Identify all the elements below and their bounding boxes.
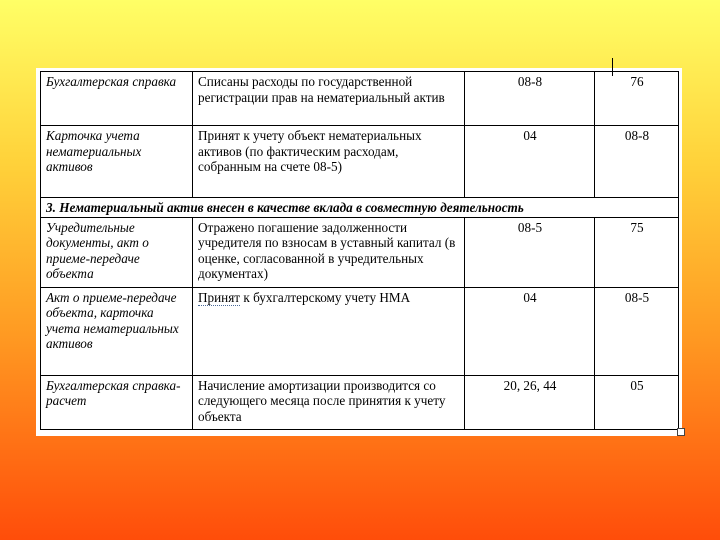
credit-cell: 08-8 xyxy=(595,126,679,198)
operation-cell xyxy=(193,287,465,375)
credit-cell: 76 xyxy=(595,72,679,126)
operation-text: к бухгалтерскому учету НМА xyxy=(240,289,411,305)
operation-cell: Списаны расходы по государственной регистрации прав на нематериальный актив xyxy=(193,72,465,126)
accounting-entries-table xyxy=(40,71,679,430)
document-cell: Карточка учета нематериальных активов xyxy=(41,126,193,198)
operation-cell: Принят к учету объект нематериальных активов (по фактическим расходам, собранным на счете 08-5) xyxy=(193,126,465,198)
credit-cell: 75 xyxy=(595,217,679,287)
operation-cell: Начисление амортизации производится со следующего месяца после принятия к учету объекта xyxy=(193,375,465,429)
document-panel xyxy=(36,68,682,436)
operation-cell: Отражено погашение задолженности учредителя по взносам в уставный капитал (в оценке, согласованной в учредительных документах) xyxy=(193,217,465,287)
debit-cell: 08-5 xyxy=(465,217,595,287)
table-row xyxy=(41,72,679,126)
debit-cell: 08-8 xyxy=(465,72,595,126)
credit-cell: 05 xyxy=(595,375,679,429)
credit-cell: 08-5 xyxy=(595,287,679,375)
spellcheck-word[interactable]: Принят xyxy=(198,289,241,305)
text-cursor xyxy=(612,58,613,76)
section-title: 3. Нематериальный актив внесен в качестве вклада в совместную деятельность xyxy=(41,198,679,218)
section-row xyxy=(41,198,679,218)
table-row xyxy=(41,217,679,287)
document-cell: Бухгалтерская справка-расчет xyxy=(41,375,193,429)
document-cell: Бухгалтерская справка xyxy=(41,72,193,126)
table-row xyxy=(41,287,679,375)
table-row xyxy=(41,375,679,429)
table-row xyxy=(41,126,679,198)
debit-cell: 20, 26, 44 xyxy=(465,375,595,429)
document-cell: Учредительные документы, акт о приеме-передаче объекта xyxy=(41,217,193,287)
debit-cell: 04 xyxy=(465,287,595,375)
debit-cell: 04 xyxy=(465,126,595,198)
document-cell: Акт о приеме-передаче объекта, карточка учета нематериальных активов xyxy=(41,287,193,375)
resize-handle[interactable] xyxy=(677,428,685,436)
